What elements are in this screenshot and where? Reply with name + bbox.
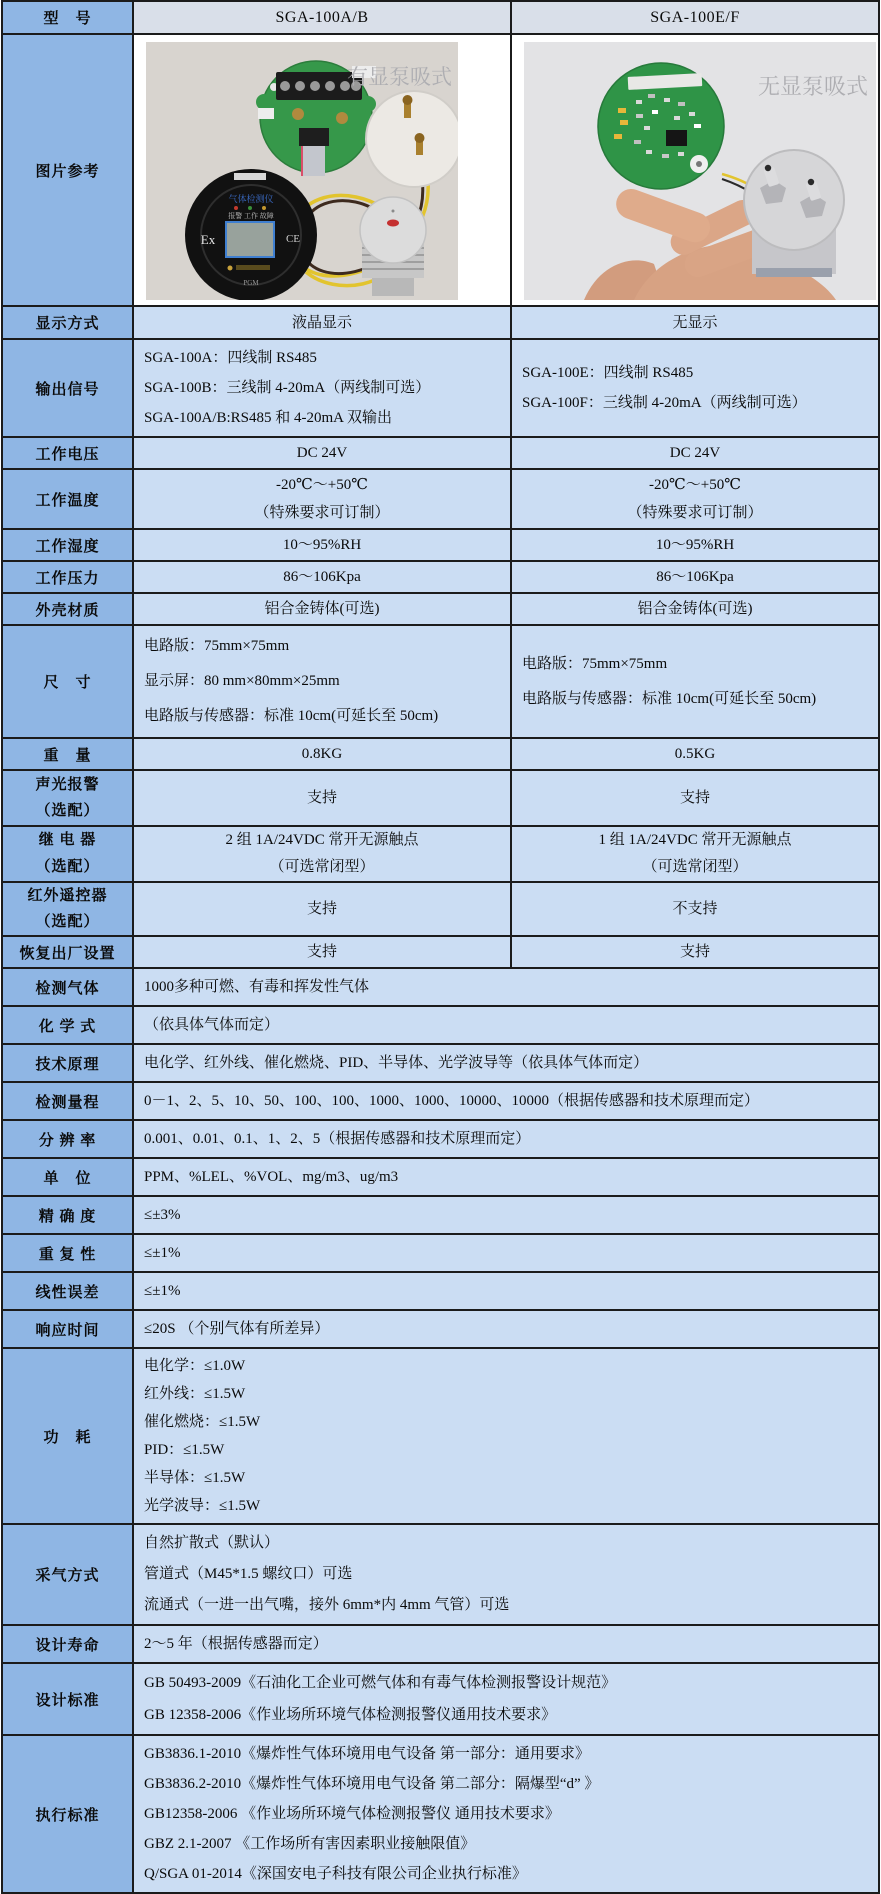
pcb-board	[598, 63, 724, 189]
row-alarm	[2, 770, 879, 826]
row-dimensions	[2, 625, 879, 738]
row-power-consumption	[2, 1348, 879, 1524]
cell-value: 86～106Kpa	[283, 569, 361, 585]
row-label: 线性误差	[2, 1272, 133, 1310]
model-name-ab: SGA-100A/B	[133, 1, 511, 34]
cell-line: 光学波导：≤1.5W	[144, 1498, 261, 1514]
cell-line: 电路版与传感器：标准 10cm(可延长至 50cm)	[522, 690, 817, 707]
row-remote-control	[2, 882, 879, 936]
cell-value: 不支持	[672, 901, 718, 917]
row-response-time	[2, 1310, 879, 1348]
row-label: 检测气体	[2, 968, 133, 1006]
row-executive-standard	[2, 1735, 879, 1893]
spec-table	[1, 0, 880, 1894]
cell-value: 0.5KG	[674, 746, 716, 762]
row-label: 技术原理	[2, 1044, 133, 1082]
cell-line: GB3836.1-2010《爆炸性气体环境用电气设备 第一部分：通用要求》	[144, 1746, 590, 1762]
photo-row	[2, 34, 879, 306]
sensor-cylinder	[744, 150, 844, 277]
pgm-label: PGM	[243, 279, 259, 287]
detector-title: 气体检测仪	[228, 194, 274, 204]
photo-cell-ab	[133, 34, 511, 306]
cell-line: 1 组 1A/24VDC 常开无源触点	[598, 832, 792, 848]
row-relay	[2, 826, 879, 882]
row-label: 声光报警	[35, 777, 100, 793]
cell-line: （可选常闭型）	[642, 859, 748, 875]
cell-value: ≤±3%	[144, 1207, 181, 1223]
cell-value: 0.001、0.01、0.1、1、2、5（根据传感器和技术原理而定）	[144, 1131, 531, 1147]
cell-line: GBZ 2.1-2007 《工作场所有害因素职业接触限值》	[144, 1836, 476, 1852]
row-label: 工作温度	[2, 469, 133, 529]
cell-line: 自然扩散式（默认）	[144, 1535, 280, 1551]
cell-line: -20℃～+50℃	[648, 477, 741, 493]
cell-value: 0－1、2、5、10、50、100、100、1000、1000、10000、10000（根据传感器和技术原理而定）	[144, 1093, 760, 1109]
cell-line: 电化学：≤1.0W	[144, 1358, 246, 1374]
row-label: 尺 寸	[2, 625, 133, 738]
row-label: 恢复出厂设置	[2, 936, 133, 968]
cell-value: 10～95%RH	[282, 537, 362, 553]
header-row	[2, 1, 879, 34]
row-display-mode	[2, 306, 879, 339]
row-label: 采气方式	[2, 1524, 133, 1625]
row-design-life	[2, 1625, 879, 1663]
cell-value: 液晶显示	[291, 314, 352, 331]
row-unit	[2, 1158, 879, 1196]
row-label-sub: （选配）	[35, 803, 100, 819]
cell-line: GB 12358-2006《作业场所环境气体检测报警仪通用技术要求》	[144, 1707, 557, 1723]
row-label: 单 位	[2, 1158, 133, 1196]
cell-value: ≤20S （个别气体有所差异）	[144, 1321, 330, 1337]
cell-line: 电路版与传感器：标准 10cm(可延长至 50cm)	[144, 708, 439, 724]
product-photo-ef	[524, 42, 878, 300]
row-label: 设计标准	[2, 1663, 133, 1735]
cell-line: 电路版：75mm×75mm	[144, 638, 290, 654]
row-label: 重 复 性	[2, 1234, 133, 1272]
cell-line: 电路版：75mm×75mm	[522, 655, 668, 672]
cell-value: 支持	[306, 790, 337, 806]
row-label: 设计寿命	[2, 1625, 133, 1663]
row-label: 化 学 式	[2, 1006, 133, 1044]
row-label: 外壳材质	[2, 593, 133, 625]
cell-line: 管道式（M45*1.5 螺纹口）可选	[144, 1566, 353, 1582]
row-label: 工作电压	[2, 437, 133, 469]
cell-value: DC 24V	[296, 445, 348, 461]
cell-line: SGA-100A/B:RS485 和 4-20mA 双输出	[144, 410, 392, 426]
cell-line: 半导体：≤1.5W	[144, 1470, 246, 1486]
lcd-screen	[226, 222, 274, 257]
cell-line: SGA-100A：四线制 RS485	[144, 350, 317, 366]
row-shell-material	[2, 593, 879, 625]
row-label: 执行标准	[2, 1735, 133, 1893]
model-row-label: 型 号	[2, 1, 133, 34]
cell-value: 支持	[306, 901, 337, 917]
row-label: 响应时间	[2, 1310, 133, 1348]
cell-line: 显示屏：80 mm×80mm×25mm	[144, 673, 340, 689]
cell-line: GB 50493-2009《石油化工企业可燃气体和有毒气体检测报警设计规范》	[144, 1675, 617, 1691]
cell-line: 2 组 1A/24VDC 常开无源触点	[225, 832, 419, 848]
cell-value: 支持	[306, 944, 337, 960]
photo-row-label: 图片参考	[2, 34, 133, 306]
detector-status-labels: 报警 工作 故障	[228, 212, 274, 220]
watermark-right: 无显泵吸式	[757, 74, 868, 99]
row-label: 重 量	[2, 738, 133, 770]
row-accuracy	[2, 1196, 879, 1234]
cell-value: DC 24V	[669, 445, 721, 461]
row-label: 显示方式	[2, 306, 133, 339]
row-label: 红外遥控器	[27, 888, 108, 904]
cell-value: 86～106Kpa	[656, 569, 734, 585]
cell-line: GB12358-2006 《作业场所环境气体检测报警仪 通用技术要求》	[144, 1806, 560, 1822]
cell-value: 铝合金铸体(可选)	[637, 601, 753, 617]
cell-line: 催化燃烧：≤1.5W	[144, 1414, 261, 1430]
cell-line: Q/SGA 01-2014《深国安电子科技有限公司企业执行标准》	[144, 1866, 527, 1882]
cell-value: 铝合金铸体(可选)	[264, 601, 380, 617]
cell-value: PPM、%LEL、%VOL、mg/m3、ug/m3	[144, 1169, 399, 1185]
cell-line: （可选常闭型）	[269, 859, 375, 875]
watermark-left: 有显泵吸式	[347, 65, 452, 89]
cell-line: SGA-100B：三线制 4-20mA（两线制可选）	[144, 380, 431, 396]
cell-line: SGA-100E：四线制 RS485	[522, 365, 694, 381]
cell-line: （特殊要求可订制）	[627, 505, 763, 521]
row-humidity	[2, 529, 879, 561]
cell-line: 流通式（一进一出气嘴，接外 6mm*内 4mm 气管）可选	[144, 1597, 510, 1613]
cell-line: 红外线：≤1.5W	[144, 1386, 246, 1402]
row-label-sub: （选配）	[35, 914, 100, 930]
row-label: 分 辨 率	[2, 1120, 133, 1158]
row-label: 继 电 器	[38, 832, 97, 848]
cell-value: 0.8KG	[301, 746, 343, 762]
cell-value: 1000多种可燃、有毒和挥发性气体	[144, 979, 370, 995]
product-photo-ab	[146, 42, 510, 300]
row-resolution	[2, 1120, 879, 1158]
cell-value: 支持	[679, 790, 710, 806]
row-label: 工作压力	[2, 561, 133, 593]
row-chemical-formula	[2, 1006, 879, 1044]
pump-cylinder	[366, 91, 458, 187]
row-pressure	[2, 561, 879, 593]
row-label: 功 耗	[2, 1348, 133, 1524]
row-voltage	[2, 437, 879, 469]
row-design-standard	[2, 1663, 879, 1735]
row-temperature	[2, 469, 879, 529]
row-label-sub: （选配）	[35, 859, 100, 875]
cell-line: -20℃～+50℃	[275, 477, 368, 493]
cell-value: 电化学、红外线、催化燃烧、PID、半导体、光学波导等（依具体气体而定）	[144, 1055, 649, 1071]
cell-value: ≤±1%	[144, 1283, 181, 1299]
row-linearity-error	[2, 1272, 879, 1310]
cell-value: 2～5 年（根据传感器而定）	[144, 1636, 328, 1652]
model-name-ef: SGA-100E/F	[511, 1, 879, 34]
row-weight	[2, 738, 879, 770]
cell-value: 支持	[679, 944, 710, 960]
row-factory-reset	[2, 936, 879, 968]
row-technical-principle	[2, 1044, 879, 1082]
cell-value: 10～95%RH	[655, 537, 735, 553]
row-detection-range	[2, 1082, 879, 1120]
row-output-signal	[2, 339, 879, 437]
ex-mark: Ex	[200, 232, 216, 247]
row-repeatability	[2, 1234, 879, 1272]
cell-line: PID：≤1.5W	[144, 1442, 225, 1458]
ce-mark: CE	[285, 233, 301, 245]
cell-line: SGA-100F：三线制 4-20mA（两线制可选）	[522, 395, 807, 411]
cell-value: ≤±1%	[144, 1245, 181, 1261]
row-sampling-method	[2, 1524, 879, 1625]
cell-value: 无显示	[672, 314, 718, 331]
row-label: 工作湿度	[2, 529, 133, 561]
row-label: 输出信号	[2, 339, 133, 437]
cell-line: （特殊要求可订制）	[254, 505, 390, 521]
cell-line: GB3836.2-2010《爆炸性气体环境用电气设备 第二部分：隔爆型“d” 》	[144, 1776, 600, 1792]
row-label: 精 确 度	[2, 1196, 133, 1234]
cell-value: （依具体气体而定）	[144, 1017, 280, 1033]
row-detect-gas	[2, 968, 879, 1006]
row-label: 检测量程	[2, 1082, 133, 1120]
photo-cell-ef	[511, 34, 879, 306]
